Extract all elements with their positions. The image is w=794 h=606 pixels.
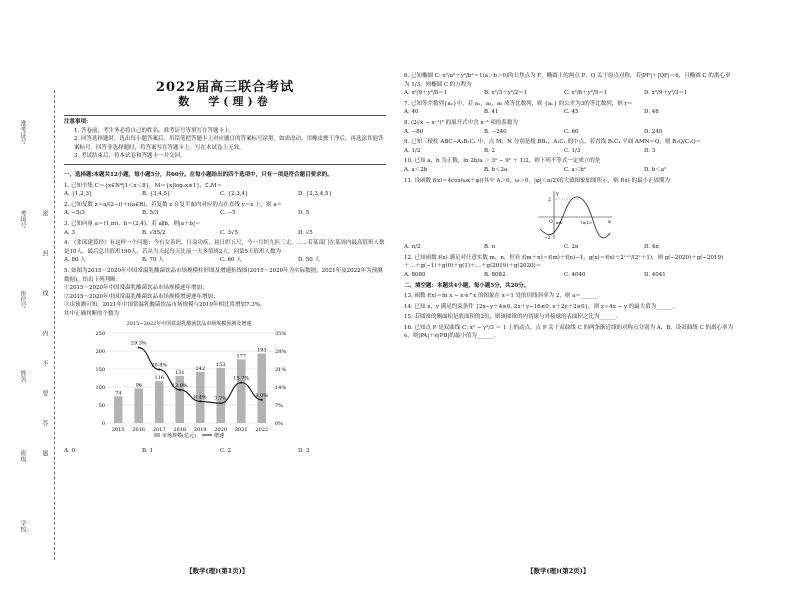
option: A. −5/3: [64, 210, 85, 217]
margin-label-seat: 座位号: [19, 290, 26, 308]
question-11: 11. 设函数 f(x)＝4cos(ωx＋φ)(其中 A＞0，ω＞0，|φ|＜π/2)的大致图象如图所示，则 f(x) 的最小正周期为: [404, 177, 671, 184]
growth-label: 7.7%: [214, 396, 228, 403]
option: B. x²/3＋y²/2＝1: [484, 90, 528, 97]
options-7: [404, 108, 734, 117]
growth-point: [240, 382, 242, 384]
option: B. b＜2a: [484, 166, 508, 173]
option: C. 60: [564, 128, 579, 135]
options-4: [64, 256, 386, 265]
options-1: [64, 190, 386, 199]
cut-char: 密: [41, 210, 48, 216]
legend-line-label: 增速: [214, 433, 225, 440]
option: A. −80: [404, 128, 424, 135]
growth-label: 9.0%: [255, 393, 269, 400]
option: D. 3: [298, 448, 310, 455]
min-label: −2: [544, 236, 551, 242]
option: C. 2: [220, 448, 232, 455]
growth-label: 20.8%: [151, 362, 168, 369]
options-9: [404, 147, 734, 156]
exam-subtitle: 数 学(理)卷: [178, 95, 272, 108]
option: A. x²/9＋y²/8＝1: [404, 90, 448, 97]
margin-label-name: 姓名: [19, 370, 26, 382]
bar: [237, 360, 246, 424]
tick-label: π/6: [556, 220, 563, 226]
y2-tick-label: 21%: [275, 367, 287, 374]
option: D. 50 人: [298, 257, 320, 264]
section-heading: 一、选择题:本题共12小题，每小题5分，共60分。在每小题给出的四个选项中，只有一项是符合题目要求的。: [64, 171, 333, 178]
cut-char: 要: [41, 390, 48, 396]
bar-value-label: 74: [115, 390, 122, 397]
cut-char: 答: [41, 420, 48, 426]
growth-label: 8.4%: [193, 394, 207, 401]
option: B. 70 人: [142, 257, 164, 264]
options-12: [404, 271, 734, 280]
growth-label: 15.7%: [233, 376, 250, 383]
option: C. 45: [564, 109, 579, 116]
page-2-footer: 【数学(理)(第2页)】: [527, 567, 590, 575]
statement: ①2015～2020年中国常温乳酸菌饮品市场规模逐年增加；: [64, 285, 208, 292]
growth-point: [179, 389, 181, 391]
option: D. 4041: [644, 271, 666, 278]
option: D. 5: [298, 210, 310, 217]
option: C. 4040: [564, 271, 586, 278]
y-tick-label: 200: [95, 349, 105, 356]
options-8: [404, 128, 734, 137]
option: A. π/2: [404, 244, 421, 251]
cut-char: 内: [41, 330, 48, 336]
bar-value-label: 131: [174, 370, 185, 377]
notice-item: 3. 考试结束后，将本试卷和答题卡一并交回。: [74, 153, 186, 160]
option: A. 3: [64, 229, 75, 236]
notice-box: [64, 115, 386, 165]
option: A. 8080: [404, 271, 426, 278]
option: C. {2,3,4}: [220, 191, 249, 198]
cut-char: 线: [41, 290, 48, 296]
margin-label-exam-id: 准考证号: [19, 120, 26, 144]
option: B. 8082: [484, 271, 506, 278]
max-label: 2: [548, 198, 551, 204]
bar: [114, 397, 123, 424]
notice-item: 1. 答卷前，考生务必将自己的姓名、准考证号等填写在答题卡上。: [74, 127, 235, 134]
question-14: 14. 已知 x，y 满足约束条件 {2x−y＋4≥0, 2x＋y−16≤0, x＋2y＋2≥0}，则 z＝4x − y 的最大值为______。: [404, 303, 679, 310]
option: D. √5: [298, 229, 313, 236]
question-9: 9. 已知三棱柱 ABC−A₁B₁C₁ 中，点 M，N 分别是棱 BB₁，A₁C₁ 的中点，若直线 B₁C₁ 平面 AMN＝Q，则 B₁Q/C₁Q＝: [404, 139, 702, 146]
chart-title: 2015−2022年中国常温乳酸菌饮品市场规模预测及增速: [126, 321, 252, 328]
x-tick-label: 2019: [193, 427, 207, 434]
notice-item: 2. 回答选择题时，选出每小题答案后，用铅笔把答题卡上对应题目的答案标号涂黑。如需改动，用橡皮擦干净后，再选涂其他答案标号。回答非选择题时，将答案写在答题卡上。写在本试卷上无效。: [74, 136, 384, 151]
option: D. 3: [644, 147, 656, 154]
y-tick-label: 250: [95, 331, 105, 338]
page-1: [64, 80, 386, 456]
option: B. −240: [484, 128, 507, 135]
option: A. 1/2: [404, 147, 421, 154]
option: B. √85/2: [142, 229, 166, 236]
option: A. a＜2b: [404, 166, 428, 173]
question-4: 4. 《张邱建算经》有这样一个问题：今有女善织，日益功疾，初日织五尺，今一月织九匹三丈。……若某部门在某周内最高值班人数是10人，最后总共值班190人，若从当天起每天比前一天多值班2人，问第5天值班人数为: [64, 240, 385, 255]
options-3: [64, 229, 386, 238]
options-2: [64, 209, 386, 218]
question-16: 16. 已知点 P 是双曲线 C: x² − y²/3 ＝ 1 上的动点，点 P 关于双曲线 C 的两条渐近线的对称点分别为 A，B，设双曲线 C 的离心率为 e，则|PA|＋e|PB|的最小值为______。: [404, 324, 733, 340]
option: B. π: [484, 244, 496, 251]
growth-point: [158, 369, 160, 371]
bar-value-label: 142: [195, 366, 206, 373]
y2-tick-label: 7%: [275, 403, 283, 410]
question-10: 10. 已知 a，b 为正数，ln 2b/a ＞ 3ᵃ − 9ᵇ ＋ 1/2，则下列不等式一定成立的是: [404, 158, 601, 165]
options-5: [64, 447, 386, 456]
option: D. b＜a²: [644, 166, 667, 173]
bar-value-label: 96: [135, 382, 142, 389]
question-1: 1. 已知全集 C＝{x∈N*|1＜x＜8}，M＝{x|log₂x≥1}，∁ᵤM＝: [64, 182, 223, 189]
question-7: 7. 已知等差数列{aₙ}中，若 a₁，a₃，a₉ 成等比数列，则 {aₙ} 的公差为3的等比数列，则 r＝: [404, 100, 633, 107]
margin-label-class: 班级: [19, 450, 26, 462]
option: B. 1: [142, 448, 154, 455]
option: B. 5/3: [142, 210, 159, 217]
x-tick-label: 2021: [234, 427, 248, 434]
options-11: [404, 243, 734, 252]
cosine-graph: [534, 189, 614, 241]
growth-point: [138, 347, 140, 349]
option: D. 48: [644, 109, 659, 116]
page-1-footer: 【数学(理)(第1页)】: [186, 567, 249, 575]
option: C. −5: [220, 210, 236, 217]
x-label: x: [608, 219, 611, 226]
option: C. x²/6＋y²/5＝1: [564, 90, 608, 97]
binding-margin: [14, 90, 55, 560]
option: B. {3,4,5}: [142, 191, 171, 198]
cut-char: 不: [41, 360, 48, 366]
option: C. 1/3: [564, 147, 581, 154]
option: D. 4π: [644, 244, 659, 251]
tick-label: 7π/12: [580, 220, 592, 226]
cut-char: 封: [41, 250, 48, 256]
growth-point: [261, 399, 263, 401]
option: A. 40: [404, 109, 419, 116]
question-5: 5. 如图为2015～2020年中国常温乳酸菌饮品市场规模柱形图及增速折线图(2015～2020年为实际数据，2021年及2022年为预测数据)，给出下列判断：: [64, 267, 383, 283]
question-8: 8. (2√x − x⁻¹)⁶ 的展开式中含 x⁻³ 项的系数为: [404, 119, 518, 126]
option: B. 41: [484, 109, 499, 116]
options-10: [404, 166, 734, 175]
cosine-curve: [540, 197, 610, 238]
option: D. {2,3,4,5}: [298, 191, 332, 198]
x-tick-label: 2016: [132, 427, 146, 434]
chart-svg: [84, 327, 294, 445]
x-tick-label: 2020: [214, 427, 228, 434]
y-tick-label: 100: [95, 385, 105, 392]
option: C. 2π: [564, 244, 579, 251]
y-tick-label: 50: [98, 403, 105, 410]
option: B. 2: [484, 147, 496, 154]
x-tick-label: 2017: [152, 427, 166, 434]
y-tick-label: 0: [101, 421, 105, 428]
x-tick-label: 2022: [255, 427, 269, 434]
question-13: 13. 函数 f(x)＝ln x − x·e^x 的图象在 x＝1 处的切线斜率为 2，则 a＝______。: [404, 293, 603, 300]
y2-tick-label: 35%: [275, 331, 287, 338]
growth-point: [199, 401, 201, 403]
y-label: y: [556, 191, 559, 198]
growth-label: 29.3%: [130, 341, 147, 348]
option: D. 240: [644, 128, 663, 135]
option: D. x²/9＋y²/3＝1: [644, 90, 688, 97]
question-6: 6. 已知椭圆 C: x²/a²＋y²/b²＝1(a＞b＞0)的右焦点为 F，椭圆上的两点 P、Q 关于原点对称，若|PF|＋|QF|＝6，且椭圆 C 的离心率为 1/3，则椭圆 C 的方程为: [404, 73, 731, 88]
bar-value-label: 177: [236, 353, 247, 360]
notice-heading: 注意事项:: [64, 119, 89, 125]
options-6: [404, 89, 734, 98]
option: C. 60 人: [220, 257, 242, 264]
option: A. 80 人: [64, 257, 86, 264]
question-15: 15. 若圆锥的侧面积是底面积的2倍，则该圆锥的内切球与外接球的表面积之比为______。: [404, 314, 622, 321]
origin-label: O: [549, 220, 553, 226]
cut-char: 题: [41, 450, 48, 456]
bar-value-label: 116: [154, 375, 165, 382]
margin-label-school: 学校: [19, 520, 26, 532]
exam-title: 2022届高三联合考试: [155, 80, 295, 95]
statement: ②2015～2020年中国常温乳酸菌饮品市场规模增速逐年增加；: [64, 293, 219, 300]
margin-label-room: 考场号: [19, 210, 26, 228]
y2-tick-label: 14%: [275, 385, 287, 392]
bar-value-label: 153: [215, 362, 226, 369]
page-2: [404, 70, 734, 341]
section-heading-2: 二、填空题：本题共4小题，每小题5分，共20分。: [404, 282, 530, 289]
question-12: 12. 已知函数 f(x) 满足对任意实数 m，n，恒有 f(m＋n)＝f(m)＋f(n)−1，g(x)＝f(x)＋2ˣ⁺¹/(2ˣ＋1)，则 g(−2020)＋g(−2019)＋…＋g(−1)＋g(0)＋g(1)＋…＋g(2019)＋g(2020)＝: [404, 254, 724, 270]
growth-point: [220, 403, 222, 405]
growth-label: 12.9%: [171, 383, 188, 390]
bar: [134, 389, 143, 424]
x-tick-label: 2018: [173, 427, 187, 434]
option: C. 3√5: [220, 229, 239, 236]
y2-tick-label: 28%: [275, 349, 287, 356]
x-tick-label: 2015: [111, 427, 125, 434]
market-chart: [84, 320, 294, 445]
option: A. {1,2,3}: [64, 191, 93, 198]
statement: ③由预测可知，2021年中国常温乳酸菌饮品市场规模与2019年相比将增加7.3%。: [64, 302, 266, 309]
question-2: 2. 已知复数 z＝a/(2−i)＋i(a∈R)，若复数 z 在复平面内对应的点在直线 y＝x 上，则 a＝: [64, 201, 283, 208]
y-tick-label: 150: [95, 367, 105, 374]
question-3: 3. 已知向量 a＝(1,m)，b＝(2,4)，若 a∥b，则|a＋b|＝: [64, 220, 201, 227]
option: A. 0: [64, 448, 75, 455]
legend-bar-label: 市场规模(亿元): [162, 433, 196, 440]
bar-value-label: 193: [256, 347, 267, 354]
legend-bar-swatch: [154, 433, 160, 437]
bar: [155, 382, 164, 424]
y2-tick-label: 0%: [275, 421, 283, 428]
statement: 其中正确判断的个数为: [64, 310, 120, 317]
bar: [255, 354, 269, 423]
option: C. a＜b²: [564, 166, 587, 173]
